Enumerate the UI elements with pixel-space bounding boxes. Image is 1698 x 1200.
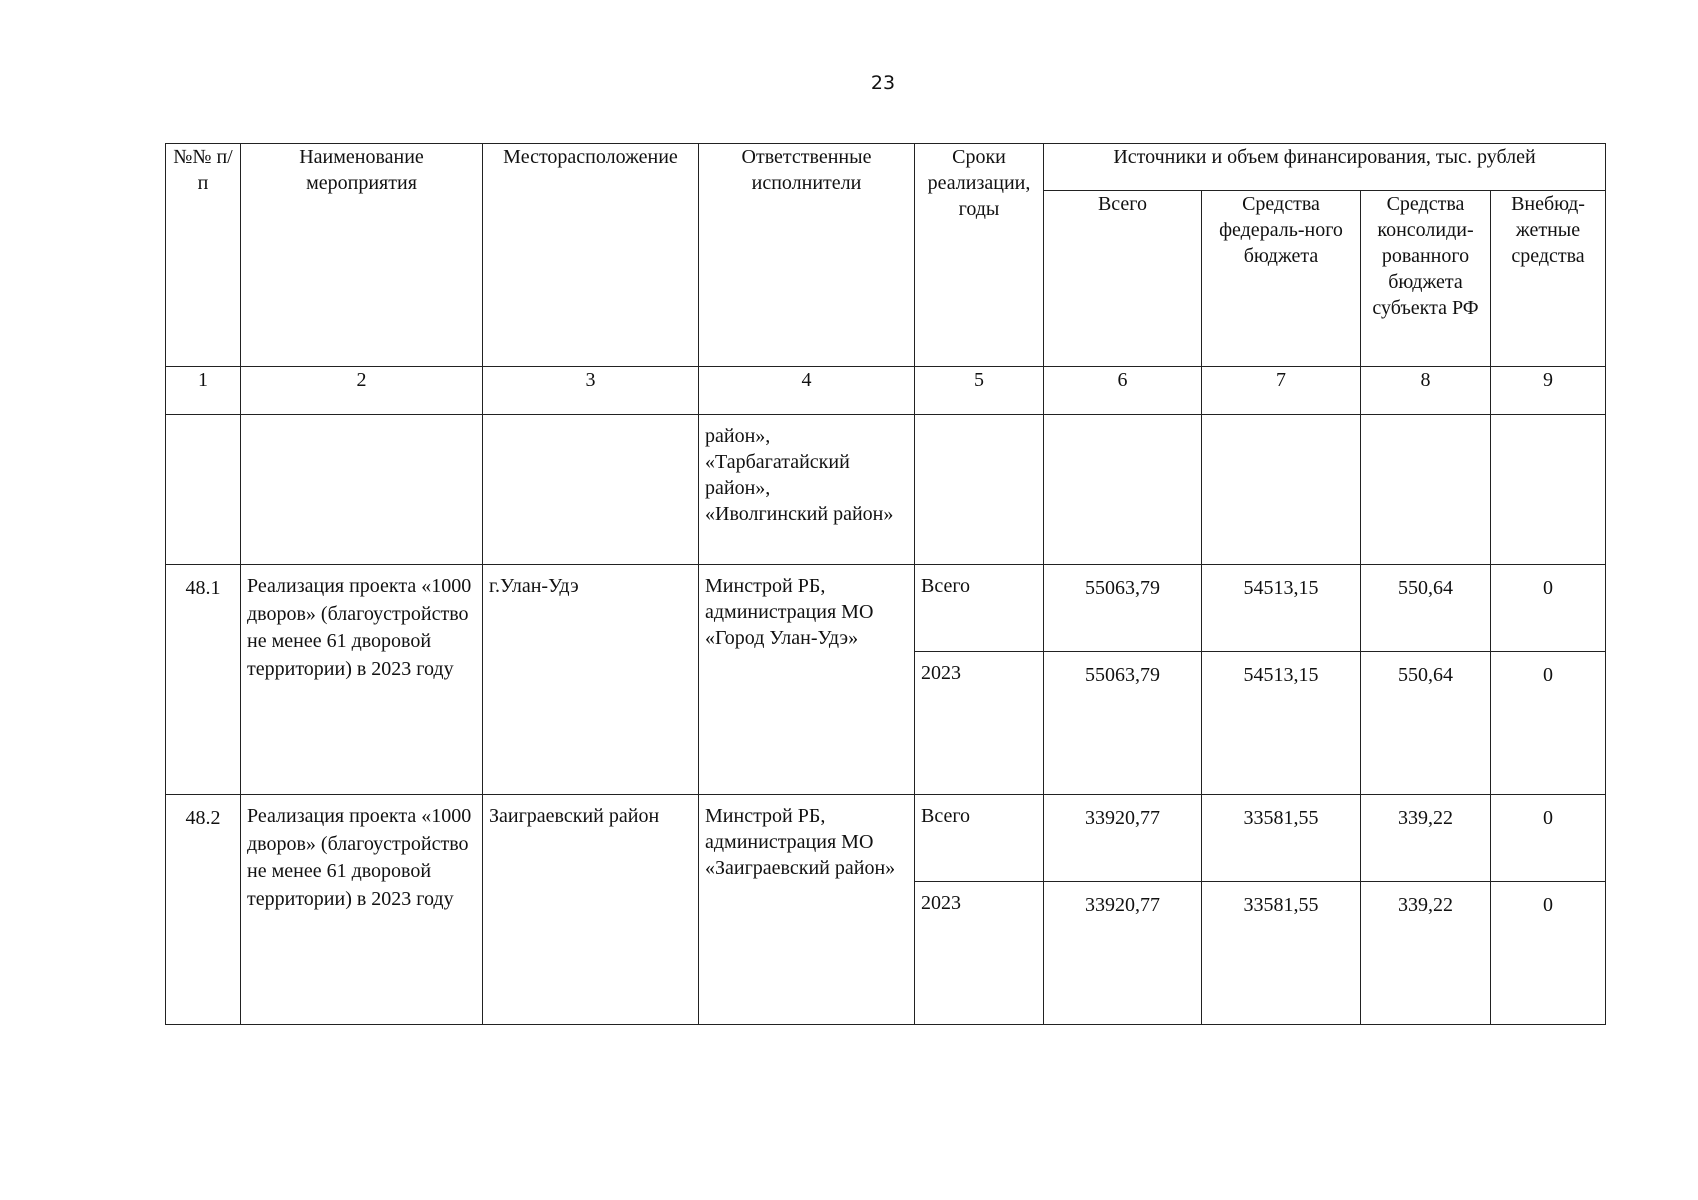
empty-cell [1491,415,1606,565]
column-number: 5 [915,367,1044,415]
total-cell: 33920,77 [1044,882,1202,1025]
extrabudgetary-cell: 0 [1491,795,1606,882]
extrabudgetary-cell: 0 [1491,565,1606,652]
location-cell: г.Улан-Удэ [483,565,699,795]
row-number: 48.2 [166,795,241,1025]
federal-cell: 33581,55 [1202,882,1361,1025]
executors-cell: Минстрой РБ, администрация МО «Город Улан-Удэ» [699,565,915,795]
federal-cell: 54513,15 [1202,652,1361,795]
extrabudgetary-cell: 0 [1491,882,1606,1025]
empty-cell [1202,415,1361,565]
total-cell: 55063,79 [1044,565,1202,652]
column-number: 8 [1361,367,1491,415]
total-cell: 33920,77 [1044,795,1202,882]
event-name-cell: Реализация проекта «1000 дворов» (благоустройство не менее 61 дворовой территории) в 2023 году [241,795,483,1025]
regional-cell: 550,64 [1361,565,1491,652]
empty-cell [1361,415,1491,565]
continuation-row [166,415,1606,565]
term-cell: 2023 [915,652,1044,795]
header-federal: Средства федераль-ного бюджета [1202,191,1361,367]
header-terms: Сроки реализации, годы [915,144,1044,367]
column-number: 2 [241,367,483,415]
total-cell: 55063,79 [1044,652,1202,795]
header-total: Всего [1044,191,1202,367]
header-extrabudgetary: Внебюд-жетные средства [1491,191,1606,367]
column-numbers-row [166,367,1606,415]
term-cell: 2023 [915,882,1044,1025]
header-location: Месторасположение [483,144,699,367]
header-financing-group: Источники и объем финансирования, тыс. рублей [1044,144,1606,191]
column-number: 3 [483,367,699,415]
federal-cell: 54513,15 [1202,565,1361,652]
federal-cell: 33581,55 [1202,795,1361,882]
regional-cell: 339,22 [1361,882,1491,1025]
table-row [166,565,1606,652]
column-number: 7 [1202,367,1361,415]
header-number: №№ п/п [166,144,241,367]
table-row [166,795,1606,882]
empty-cell [1044,415,1202,565]
row-number: 48.1 [166,565,241,795]
empty-cell [166,415,241,565]
regional-cell: 339,22 [1361,795,1491,882]
executors-cell: район», «Тарбагатайский район», «Иволгинский район» [699,415,915,565]
header-event-name: Наименование мероприятия [241,144,483,367]
page-number: 23 [870,72,896,94]
header-regional: Средства консолиди-рованного бюджета субъекта РФ [1361,191,1491,367]
event-name-cell: Реализация проекта «1000 дворов» (благоустройство не менее 61 дворовой территории) в 2023 году [241,565,483,795]
regional-cell: 550,64 [1361,652,1491,795]
term-cell: Всего [915,565,1044,652]
extrabudgetary-cell: 0 [1491,652,1606,795]
empty-cell [483,415,699,565]
term-cell: Всего [915,795,1044,882]
column-number: 9 [1491,367,1606,415]
column-number: 4 [699,367,915,415]
location-cell: Заиграевский район [483,795,699,1025]
column-number: 6 [1044,367,1202,415]
financing-table [165,143,1606,1025]
column-number: 1 [166,367,241,415]
empty-cell [241,415,483,565]
empty-cell [915,415,1044,565]
executors-cell: Минстрой РБ, администрация МО «Заиграевский район» [699,795,915,1025]
header-executors: Ответственные исполнители [699,144,915,367]
